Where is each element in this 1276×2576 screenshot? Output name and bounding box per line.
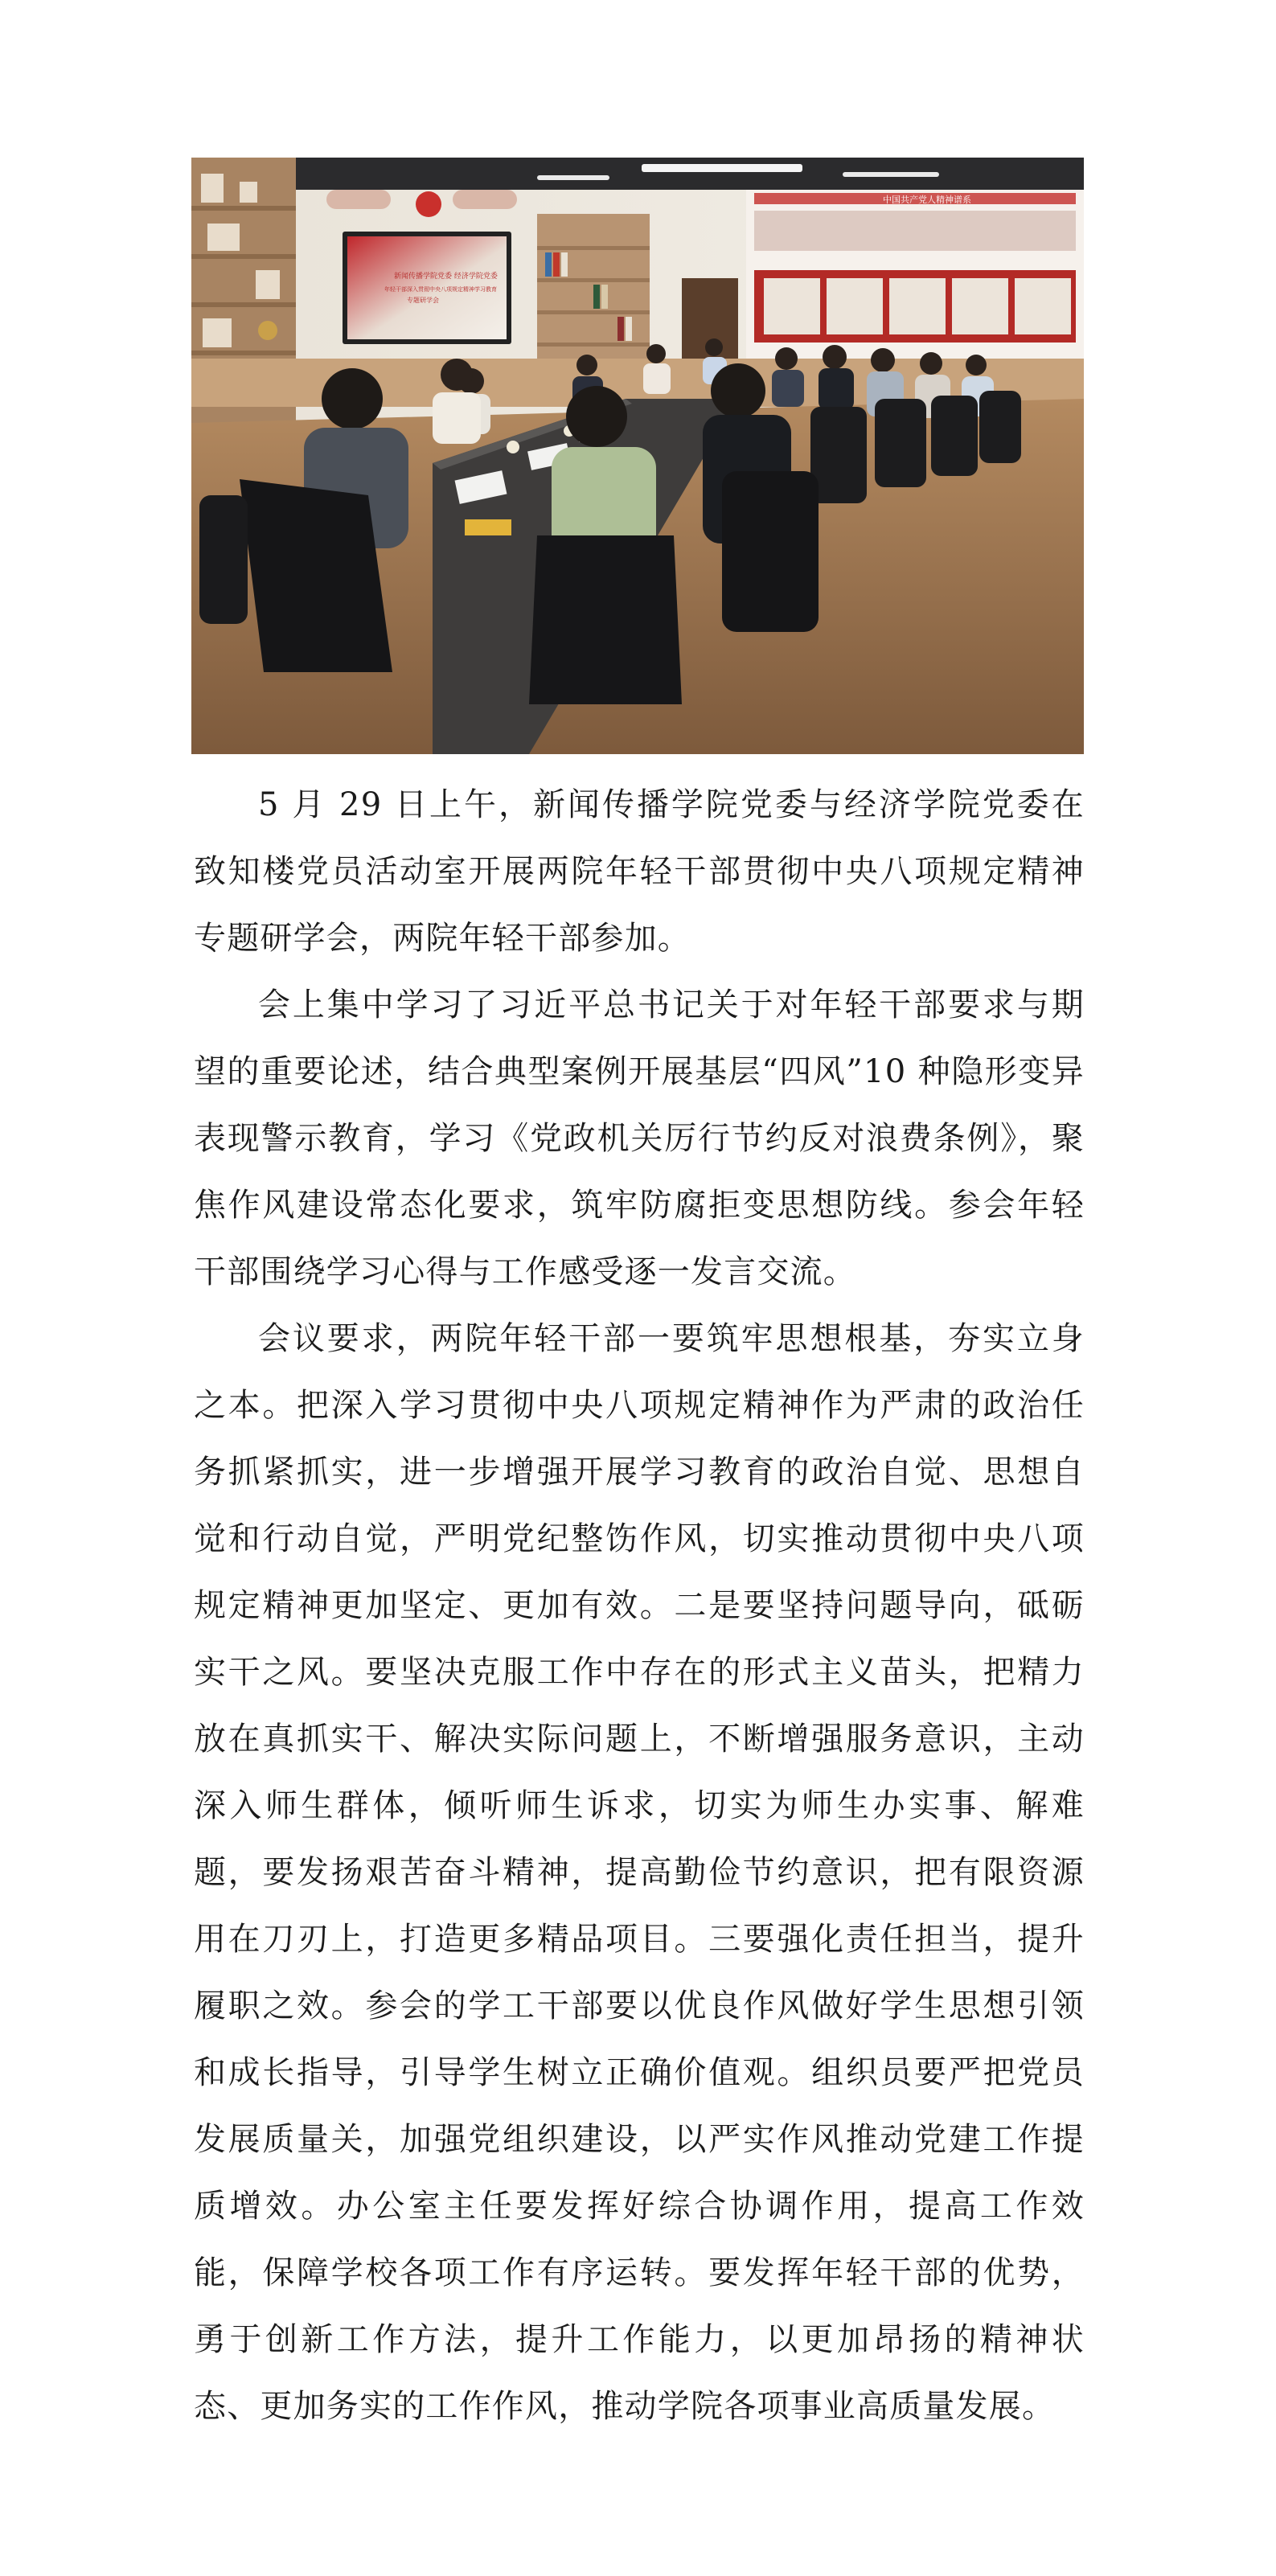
wall-slogan: 中国共产党人精神谱系	[883, 195, 971, 205]
screen-title-line1: 新闻传播学院党委 经济学院党委	[394, 273, 498, 281]
article-paragraph-1: 5 月 29 日上午，新闻传播学院党委与经济学院党委在致知楼党员活动室开展两院年轻干部贯彻中央八项规定精神专题研学会，两院年轻干部参加。	[194, 786, 1085, 957]
screen-title-line3: 专题研学会	[407, 297, 439, 304]
article-paragraph-2: 会上集中学习了习近平总书记关于对年轻干部要求与期望的重要论述，结合典型案例开展基层“四风”10 种隐形变异表现警示教育，学习《党政机关厉行节约反对浪费条例》，聚焦作风建设常态化要求，筑牢防腐拒变思想防线。参会年轻干部围绕学习心得与工作感受逐一发言交流。	[194, 987, 1085, 1290]
article-paragraph-3: 会议要求，两院年轻干部一要筑牢思想根基，夯实立身之本。把深入学习贯彻中央八项规定精神作为严肃的政治任务抓紧抓实，进一步增强开展学习教育的政治自觉、思想自觉和行动自觉，严明党纪整饬作风，切实推动贯彻中央八项规定精神更加坚定、更加有效。二是要坚持问题导向，砥砺实干之风。要坚决克服工作中存在的形式主义苗头，把精力放在真抓实干、解决实际问题上，不断增强服务意识，主动深入师生群体，倾听师生诉求，切实为师生办实事、解难题，要发扬艰苦奋斗精神，提高勤俭节约意识，把有限资源用在刀刃上，打造更多精品项目。三要强化责任担当，提升履职之效。参会的学工干部要以优良作风做好学生思想引领和成长指导，引导学生树立正确价值观。组织员要严把党员发展质量关，加强党组织建设，以严实作风推动党建工作提质增效。办公室主任要发挥好综合协调作用，提高工作效能，保障学校各项工作有序运转。要发挥年轻干部的优势，勇于创新工作方法，提升工作能力，以更加昂扬的精神状态、更加务实的工作作风，推动学院各项事业高质量发展。	[194, 1320, 1085, 2425]
screen-title-line2: 年轻干部深入贯彻中央八项规定精神学习教育	[384, 286, 497, 293]
meeting-photo	[191, 158, 1084, 754]
article-body	[194, 772, 1085, 2440]
